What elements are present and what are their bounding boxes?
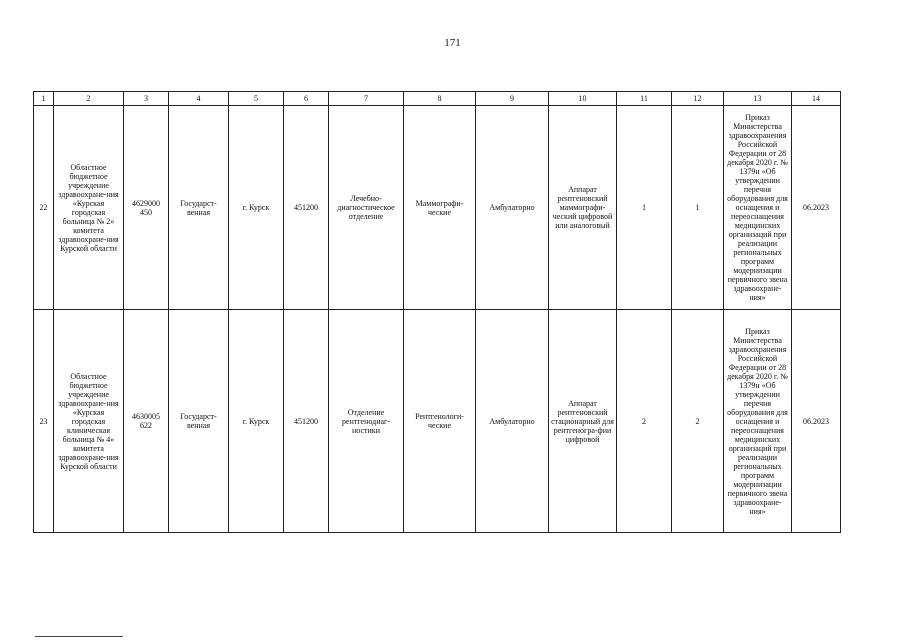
column-header: 12 [672, 92, 724, 106]
footer-line [35, 636, 123, 637]
column-header: 2 [54, 92, 124, 106]
column-header: 14 [792, 92, 841, 106]
page-number: 171 [444, 37, 461, 49]
ownership-form: Государст-венная [169, 106, 229, 310]
column-header: 10 [549, 92, 617, 106]
column-header: 3 [124, 92, 169, 106]
column-header: 7 [329, 92, 404, 106]
postal-code: 451200 [284, 310, 329, 533]
inn: 4629000 450 [124, 106, 169, 310]
column-header: 6 [284, 92, 329, 106]
due-date: 06.2023 [792, 310, 841, 533]
ownership-form: Государст-венная [169, 310, 229, 533]
row-number: 22 [34, 106, 54, 310]
column-number-row [34, 92, 841, 106]
equipment-table [33, 91, 841, 533]
city: г. Курск [229, 106, 284, 310]
equipment-type: Маммографи-ческие [404, 106, 476, 310]
column-header: 4 [169, 92, 229, 106]
quantity-a: 1 [617, 106, 672, 310]
legal-basis: Приказ Министерства здравоохранения Российской Федерации от 28 декабря 2020 г. № 1379н «Об утверждении перечня оборудования для оснащения и переоснащения медицинских организаций при реализации региональных программ модернизации первичного звена здравоохране-ния» [724, 106, 792, 310]
column-header: 11 [617, 92, 672, 106]
column-header: 9 [476, 92, 549, 106]
organization-name: Областное бюджетное учреждение здравоохране-ния «Курская городская больница № 2» комитета здравоохране-ния Курской области [54, 106, 124, 310]
column-header: 1 [34, 92, 54, 106]
department: Отделение рентгенодиаг-ностики [329, 310, 404, 533]
device-name: Аппарат рентгеновский стационарный для рентгеногра-фии цифровой [549, 310, 617, 533]
column-header: 13 [724, 92, 792, 106]
quantity-a: 2 [617, 310, 672, 533]
care-form: Амбулаторно [476, 106, 549, 310]
device-name: Аппарат рентгеновский маммографи-ческий цифровой или аналоговый [549, 106, 617, 310]
care-form: Амбулаторно [476, 310, 549, 533]
quantity-b: 2 [672, 310, 724, 533]
quantity-b: 1 [672, 106, 724, 310]
department: Лечебно-диагностическое отделение [329, 106, 404, 310]
table-row [34, 106, 841, 310]
table-row [34, 310, 841, 533]
postal-code: 451200 [284, 106, 329, 310]
inn: 4630005 622 [124, 310, 169, 533]
city: г. Курск [229, 310, 284, 533]
organization-name: Областное бюджетное учреждение здравоохране-ния «Курская городская клиническая больница № 4» комитета здравоохране-ния Курской области [54, 310, 124, 533]
legal-basis: Приказ Министерства здравоохранения Российской Федерации от 28 декабря 2020 г. № 1379н «Об утверждении перечня оборудования для оснащения и переоснащения медицинских организаций при реализации региональных программ модернизации первичного звена здравоохране-ния» [724, 310, 792, 533]
column-header: 5 [229, 92, 284, 106]
footer-rule [35, 632, 195, 640]
column-header: 8 [404, 92, 476, 106]
equipment-type: Рентгенологи-ческие [404, 310, 476, 533]
due-date: 06.2023 [792, 106, 841, 310]
row-number: 23 [34, 310, 54, 533]
